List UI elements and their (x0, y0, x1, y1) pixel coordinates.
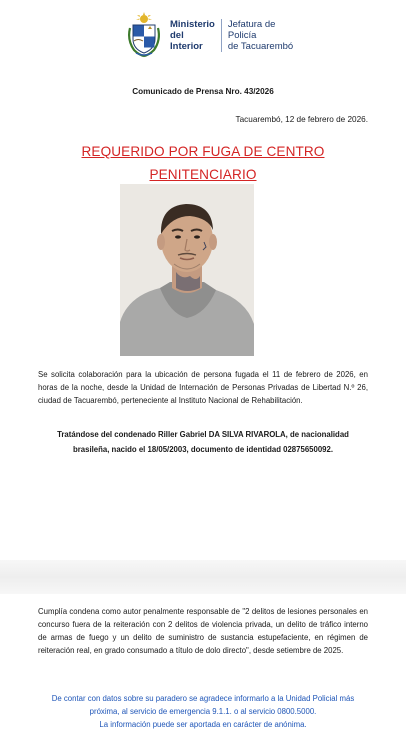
jefatura-line-2: de Tacuarembó (227, 40, 294, 52)
title-line-2: PENITENCIARIO (149, 167, 257, 182)
ministry-name (170, 19, 222, 52)
paragraph-sentence: Cumplía condena como autor penalmente responsable de "2 delitos de lesiones personales en concurso fuera de la reiteración con 2 delitos de violencia privada, un delito de tráfico interno de armas de fuego y un delito de suministro de sustancia estupefaciente, en régimen de reiteración real, en grado consumado a título de dolo directo", desde setiembre de 2025. (38, 607, 368, 655)
contact-information (38, 692, 368, 731)
press-release-number: Comunicado de Prensa Nro. 43/2026 (132, 87, 274, 96)
ministry-line-1: Ministerio (170, 18, 215, 30)
letterhead (124, 12, 294, 58)
paragraph-identity: Tratándose del condenado Riller Gabriel DA SILVA RIVAROLA, de nacionalidad brasileña, nacido el 18/05/2003, documento de identidad 02875650092. (57, 430, 349, 454)
ministry-line-2: del Interior (170, 29, 203, 52)
uruguay-coat-of-arms-icon (124, 12, 164, 58)
contact-line-2: La información puede ser aportada en carácter de anónima. (99, 720, 307, 729)
page-separator (0, 560, 406, 594)
paragraph-escape-details: Se solicita colaboración para la ubicación de persona fugada el 11 de febrero de 2026, en horas de la noche, desde la Unidad de Internación de Personas Privadas de Libertad N.º 26, ciudad de Tacuarembó, perteneciente al Instituto Nacional de Rehabilitación. (38, 370, 368, 405)
jefatura-line-1: Jefatura de Policía (227, 18, 276, 41)
title-line-1: REQUERIDO POR FUGA DE CENTRO (81, 144, 325, 159)
portrait-illustration (120, 184, 254, 356)
contact-line-1: De contar con datos sobre su paradero se agradece informarlo a la Unidad Policial más próxima, al servicio de emergencia 9.1.1. o al servicio 0800.5000. (51, 694, 355, 716)
document-date: Tacuarembó, 12 de febrero de 2026. (235, 115, 368, 124)
document-title (0, 140, 406, 186)
jefatura-name (228, 19, 294, 52)
fugitive-photo (120, 184, 254, 356)
